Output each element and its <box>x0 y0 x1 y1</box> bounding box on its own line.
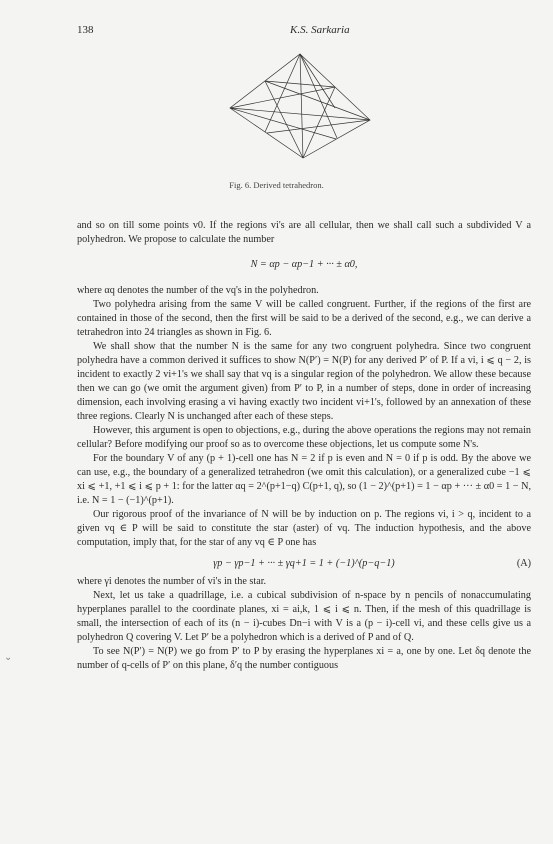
page-number: 138 <box>77 24 94 36</box>
body-text <box>77 219 531 673</box>
paragraph: Two polyhedra arising from the same V will be called congruent. Further, if the regions of the first are contained in those of the second, then the first will be said to be a derived of the second, e.g., we can derive a tetrahedron into 24 triangles as shown in Fig. 6. <box>77 299 531 338</box>
equation-N: N = αp − αp−1 + ··· ± α0, <box>250 259 358 270</box>
paragraph: Our rigorous proof of the invariance of N will be by induction on p. The regions vi, i > q, incident to a given vq ∈ P will be said to constitute the star (aster) of vq. The induction hypothesis, and the above computation, imply that, for the star of any vq ∈ P one has <box>77 509 531 548</box>
paragraph: and so on till some points v0. If the regions vi's are all cellular, then we shall call such a subdivided V a polyhedron. We propose to calculate the number <box>77 220 531 245</box>
paragraph: where αq denotes the number of the vq's in the polyhedron. <box>77 285 319 296</box>
paragraph: To see N(P′) = N(P) we go from P′ to P by erasing the hyperplanes xi = a, one by one. Let δq denote the number of q-cells of P′ on this plane, δ′q the number contiguous <box>77 646 531 671</box>
margin-mark: ⌄ <box>4 652 13 663</box>
paragraph: For the boundary V of any (p + 1)-cell one has N = 2 if p is even and N = 0 if p is odd. By the above we can use, e.g., the boundary of a generalized tetrahedron (we omit this calculation), or a generalized cube −1 ⩽ xi ⩽ +1, +1 ⩽ i ⩽ p + 1: for the latter αq = 2^(p+1−q) C(p+1, q), so (1 − 2)^(p+1) = 1 − αp + ··· ± α0 = 1 − N, i.e. N = 1 − (−1)^(p+1). <box>77 453 531 506</box>
running-title: K.S. Sarkaria <box>290 24 350 36</box>
tetra-outline <box>230 54 370 158</box>
figure-caption: Fig. 6. Derived tetrahedron. <box>229 180 324 190</box>
equation-A <box>77 557 531 571</box>
paragraph: where γi denotes the number of vi's in the star. <box>77 576 267 587</box>
equation-A-label: (A) <box>516 558 531 569</box>
equation-A-body: γp − γp−1 + ··· ± γq+1 = 1 + (−1)^(p−q−1) <box>213 558 395 569</box>
paragraph: Next, let us take a quadrillage, i.e. a cubical subdivision of n-space by n pencils of nonaccumulating hyperplanes parallel to the coordinate planes, xi = ai,k, 1 ⩽ i ⩽ n. Then, if the mesh of this quadrillage is small, the intersection of each of its (n − i)-cubes Dn−i with V is a (p − i)-cell vi, and these cells give us a polyhedron Q covering V. Let P′ be a polyhedron which is a derived of P and of Q. <box>77 590 531 643</box>
paragraph: However, this argument is open to objections, e.g., during the above operations the regions may not remain cellular? Before modifying our proof so as to overcome these objections, let us compute some N's. <box>77 425 531 450</box>
tetrahedron-figure <box>225 50 375 162</box>
paragraph: We shall show that the number N is the same for any two congruent polyhedra. Since two congruent polyhedra have a common derived it suffices to show N(P′) = N(P) for any derived P′ of P. If a vi, i ⩽ q − 2, is incident to exactly 2 vi+1's we shall say that vq is a singular region of the polyhedron. We allow these because then we can go (we omit the argument given) from P′ to P, in a number of steps, done in order of increasing dimension, each involving erasing a vi having exactly two incident vi+1's, followed by an annexation of these three regions. Clearly N is unchanged after each of these steps. <box>77 341 531 422</box>
